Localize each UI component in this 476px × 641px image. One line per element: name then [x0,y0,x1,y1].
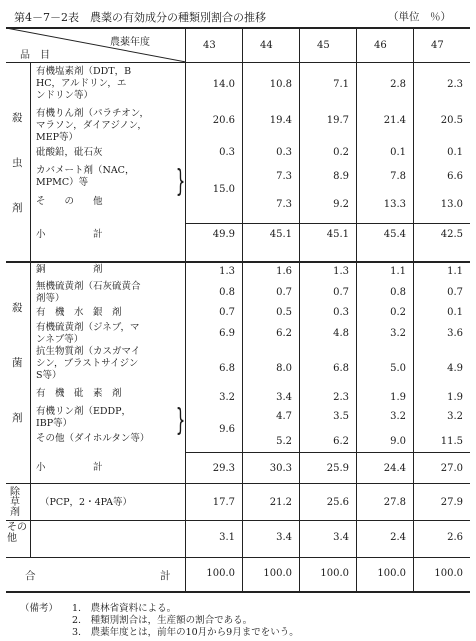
merge-brace-insecticide: } [175,164,186,199]
merged-value-fungicide-43: 9.6 [219,424,235,435]
table-cell: 6.8 [219,363,235,374]
table-cell: 0.5 [276,307,292,318]
row-label: その他（ダイホルタン等） [36,433,150,444]
notes-prefix: （備考） [20,603,59,614]
table-cell: 10.8 [269,79,292,90]
year-col-46: 46 [374,40,387,51]
table-cell: 1.9 [390,392,406,403]
table-cell: 4.8 [333,328,349,339]
table-cell: 0.7 [447,287,463,298]
table-title: 第4－7－2表 農薬の有効成分の種類別割合の推移 [14,11,266,24]
table-cell: 45.4 [383,229,406,240]
table-cell: 100.0 [206,568,235,579]
table-cell: 0.1 [447,147,463,158]
table-cell: 3.5 [333,411,349,422]
table-cell: 0.7 [276,287,292,298]
table-cell: 21.2 [269,497,292,508]
table-cell: 30.3 [269,463,292,474]
table-cell: 6.6 [447,171,463,182]
category-insecticide-1: 殺 [12,112,23,124]
row-label: 有機硫黄剤（ジネブ，マ ンネブ等） [36,322,140,345]
category-insecticide-3: 剤 [12,202,23,214]
table-cell: 0.8 [390,287,406,298]
table-cell: 0.2 [390,307,406,318]
table-cell: 19.4 [269,115,292,126]
table-cell: 1.3 [219,266,235,277]
table-cell: 21.4 [383,115,406,126]
table-cell: 27.0 [440,463,463,474]
category-insecticide-2: 虫 [12,157,23,169]
category-fungicide-1: 殺 [12,302,23,314]
table-cell: 1.3 [333,266,349,277]
row-label: 有機リン剤（EDDP， IBP等） [36,406,132,429]
table-cell: 3.6 [447,328,463,339]
table-cell: 1.9 [447,392,463,403]
table-cell: 6.9 [219,328,235,339]
table-cell: 7.3 [276,199,292,210]
table-cell: 25.9 [326,463,349,474]
note-2: 2. 種類別割合は，生産額の割合である。 [72,615,253,626]
row-label: 砒酸鉛，砒石灰 [36,147,103,158]
total-label-2: 計 [160,570,171,582]
table-cell: 3.2 [447,411,463,422]
category-other: その他 [7,522,27,544]
total-label-1: 合 [25,570,36,582]
table-cell: 25.6 [326,497,349,508]
table-cell: 3.2 [219,392,235,403]
item-header-label: 品 目 [20,50,50,61]
merged-value-insecticide-43: 15.0 [212,184,235,195]
category-herbicide: 除 草 剤 [10,487,20,518]
table-cell: 5.2 [276,436,292,447]
table-cell: 3.4 [276,532,292,543]
table-cell: 20.6 [212,115,235,126]
row-label: 有 機 水 銀 剤 [36,307,122,318]
table-cell: 2.4 [390,532,406,543]
year-header-label: 農薬年度 [110,37,150,48]
table-cell: 3.2 [390,328,406,339]
table-cell: 3.1 [219,532,235,543]
table-cell: 9.0 [390,436,406,447]
table-cell: 0.3 [333,307,349,318]
year-col-45: 45 [317,40,330,51]
table-cell: 14.0 [212,79,235,90]
table-cell: 42.5 [440,229,463,240]
year-col-43: 43 [203,40,216,51]
table-cell: 1.1 [390,266,406,277]
table-cell: 7.1 [333,79,349,90]
table-cell: 13.0 [440,199,463,210]
table-cell: 9.2 [333,199,349,210]
table-cell: 19.7 [326,115,349,126]
table-cell: 3.2 [390,411,406,422]
category-fungicide-3: 剤 [12,412,23,424]
row-label: 無機硫黄剤（石灰硫黄合 剤等） [36,281,141,304]
table-cell: 13.3 [383,199,406,210]
table-cell: 100.0 [377,568,406,579]
year-col-44: 44 [260,40,273,51]
table-cell: 0.7 [219,307,235,318]
row-label: （PCP，2・4PA等） [40,497,133,508]
table-cell: 49.9 [212,229,235,240]
table-cell: 100.0 [434,568,463,579]
row-label: 有 機 砒 素 剤 [36,388,122,399]
table-cell: 100.0 [263,568,292,579]
year-col-47: 47 [431,40,444,51]
table-cell: 0.1 [447,307,463,318]
table-cell: 3.4 [333,532,349,543]
row-label: そ の 他 [36,196,103,207]
row-label: 有機りん剤（パラチオン， マラソン，ダイアジノン， MEP等） [36,108,150,143]
table-cell: 24.4 [383,463,406,474]
unit-label: （単位 ％） [388,11,451,23]
table-cell: 20.5 [440,115,463,126]
merge-brace-fungicide: } [175,403,186,438]
table-cell: 0.1 [390,147,406,158]
table-cell: 2.3 [447,79,463,90]
table-cell: 2.3 [333,392,349,403]
table-cell: 6.8 [333,363,349,374]
table-cell: 27.9 [440,497,463,508]
row-label: 抗生物質剤（カスガマイ シン，ブラストサイジン S等） [36,346,141,381]
table-cell: 100.0 [320,568,349,579]
table-cell: 27.8 [383,497,406,508]
table-cell: 6.2 [276,328,292,339]
table-cell: 1.1 [447,266,463,277]
table-cell: 1.6 [276,266,292,277]
table-cell: 11.5 [440,436,463,447]
table-cell: 6.2 [333,436,349,447]
category-fungicide-2: 菌 [12,357,23,369]
table-cell: 4.7 [276,411,292,422]
note-3: 3. 農薬年度とは，前年の10月から9月までをいう。 [72,627,299,638]
table-cell: 2.8 [390,79,406,90]
table-cell: 8.9 [333,171,349,182]
table-cell: 0.3 [219,147,235,158]
table-cell: 7.3 [276,171,292,182]
table-cell: 0.7 [333,287,349,298]
table-cell: 17.7 [212,497,235,508]
table-cell: 5.0 [390,363,406,374]
table-cell: 0.8 [219,287,235,298]
table-cell: 29.3 [212,463,235,474]
table-cell: 45.1 [326,229,349,240]
row-label: カバメート剤（NAC， MPMC）等 [36,165,135,188]
note-1: 1. 農林省資料による。 [72,603,177,614]
table-cell: 4.9 [447,363,463,374]
table-cell: 8.0 [276,363,292,374]
row-label: 有機塩素剤（DDT，B HC，アルドリン，エ ンドリン等） [36,66,132,101]
row-label: 銅 剤 [36,264,103,275]
row-label: 小 計 [36,462,103,473]
table-cell: 0.3 [276,147,292,158]
table-cell: 0.2 [333,147,349,158]
table-cell: 45.1 [269,229,292,240]
table-cell: 3.4 [276,392,292,403]
row-label: 小 計 [36,229,103,240]
table-cell: 7.8 [390,171,406,182]
table-cell: 2.6 [447,532,463,543]
